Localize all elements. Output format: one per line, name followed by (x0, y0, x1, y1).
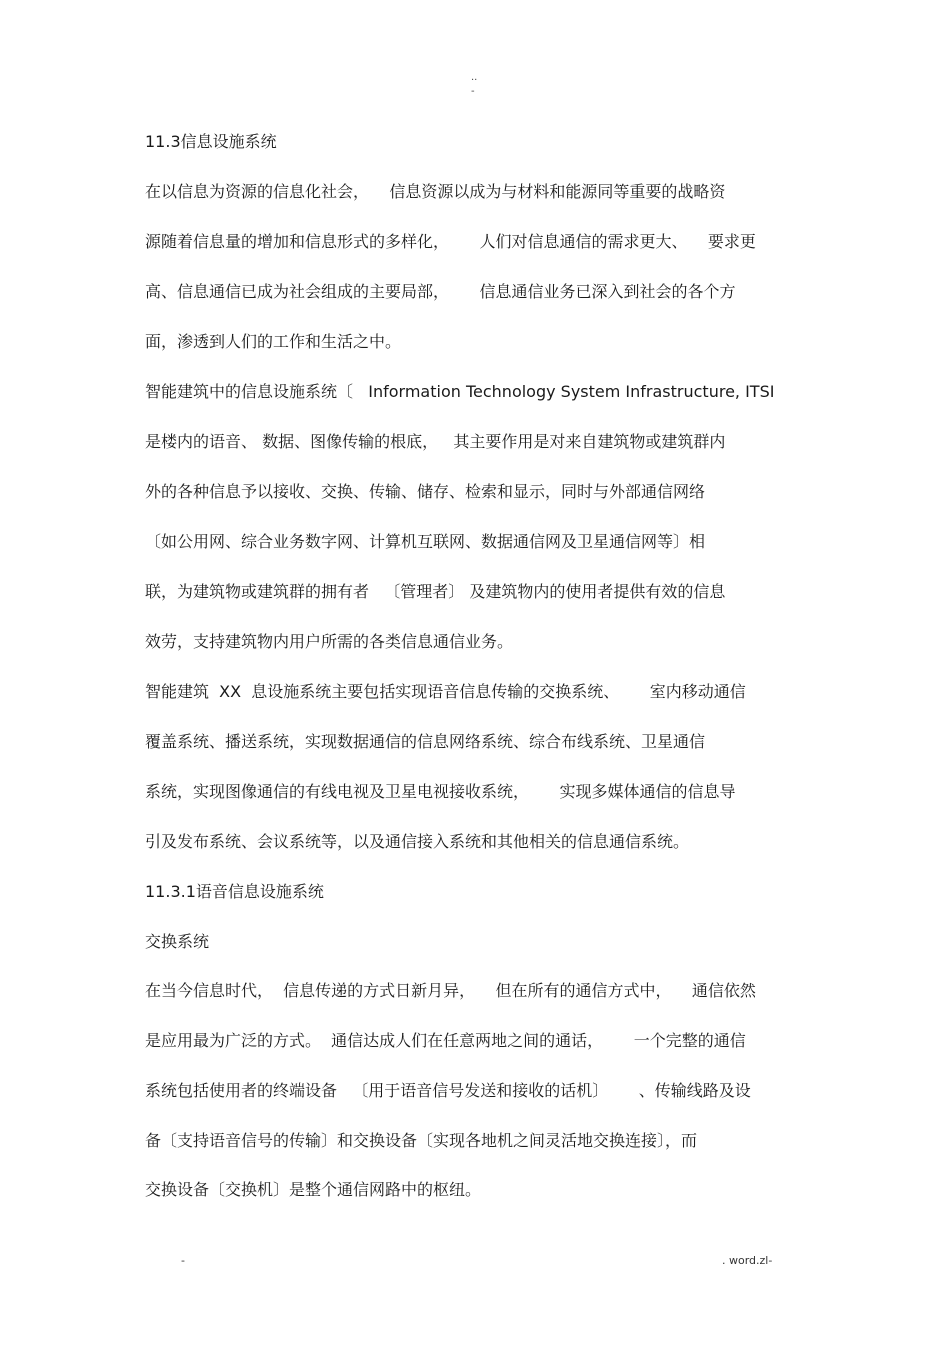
text-line: 外的各种信息予以接收、交换、传输、储存、检索和显示，同时与外部通信网络 (145, 482, 706, 501)
text-line: 系统，实现图像通信的有线电视及卫星电视接收系统， 实现多媒体通信的信息导 (145, 782, 736, 801)
text-line: 面，渗透到人们的工作和生活之中。 (145, 332, 402, 351)
text-line: 高、信息通信已成为社会组成的主要局部， 信息通信业务已深入到社会的各个方 (145, 282, 736, 301)
subsection-heading: 11.3.1语音信息设施系统 (145, 882, 324, 901)
section-heading: 11.3信息设施系统 (145, 132, 277, 151)
text-line: 在以信息为资源的信息化社会， 信息资源以成为与材料和能源同等重要的战略资 (145, 182, 726, 201)
text-line: 在当今信息时代， 信息传递的方式日新月异， 但在所有的通信方式中， 通信依然 (145, 981, 756, 1000)
footer-left: - (181, 1254, 185, 1267)
text-line: 〔如公用网、综合业务数字网、计算机互联网、数据通信网及卫星通信网等〕相 (145, 532, 706, 551)
text-line: 系统包括使用者的终端设备 〔用于语音信号发送和接收的话机〕 、传输线路及设 (145, 1081, 751, 1100)
text-line: 智能建筑 XX 息设施系统主要包括实现语音信息传输的交换系统、 室内移动通信 (145, 682, 746, 701)
header-mark-dots: .. (471, 72, 478, 83)
subsection-title: 交换系统 (145, 932, 210, 951)
text-line: 备〔支持语音信号的传输〕和交换设备〔实现各地机之间灵活地交换连接〕，而 (145, 1131, 698, 1150)
text-line: 是应用最为广泛的方式。 通信达成人们在任意两地之间的通话， 一个完整的通信 (145, 1031, 746, 1050)
text-line: 是楼内的语音、 数据、图像传输的根底， 其主要作用是对来自建筑物或建筑群内 (145, 432, 726, 451)
text-line: 交换设备〔交换机〕是整个通信网路中的枢纽。 (145, 1180, 482, 1199)
text-line: 智能建筑中的信息设施系统〔 Information Technology System Infrastructure, ITSI (145, 382, 775, 401)
text-line: 引及发布系统、会议系统等，以及通信接入系统和其他相关的信息通信系统。 (145, 832, 690, 851)
header-mark-dash: - (471, 86, 475, 97)
text-line: 覆盖系统、播送系统，实现数据通信的信息网络系统、综合布线系统、卫星通信 (145, 732, 706, 751)
text-line: 联，为建筑物或建筑群的拥有者 〔管理者〕 及建筑物内的使用者提供有效的信息 (145, 582, 726, 601)
text-line: 效劳，支持建筑物内用户所需的各类信息通信业务。 (145, 632, 514, 651)
footer-right: . word.zl- (722, 1254, 773, 1267)
text-line: 源随着信息量的增加和信息形式的多样化， 人们对信息通信的需求更大、 要求更 (145, 232, 756, 251)
